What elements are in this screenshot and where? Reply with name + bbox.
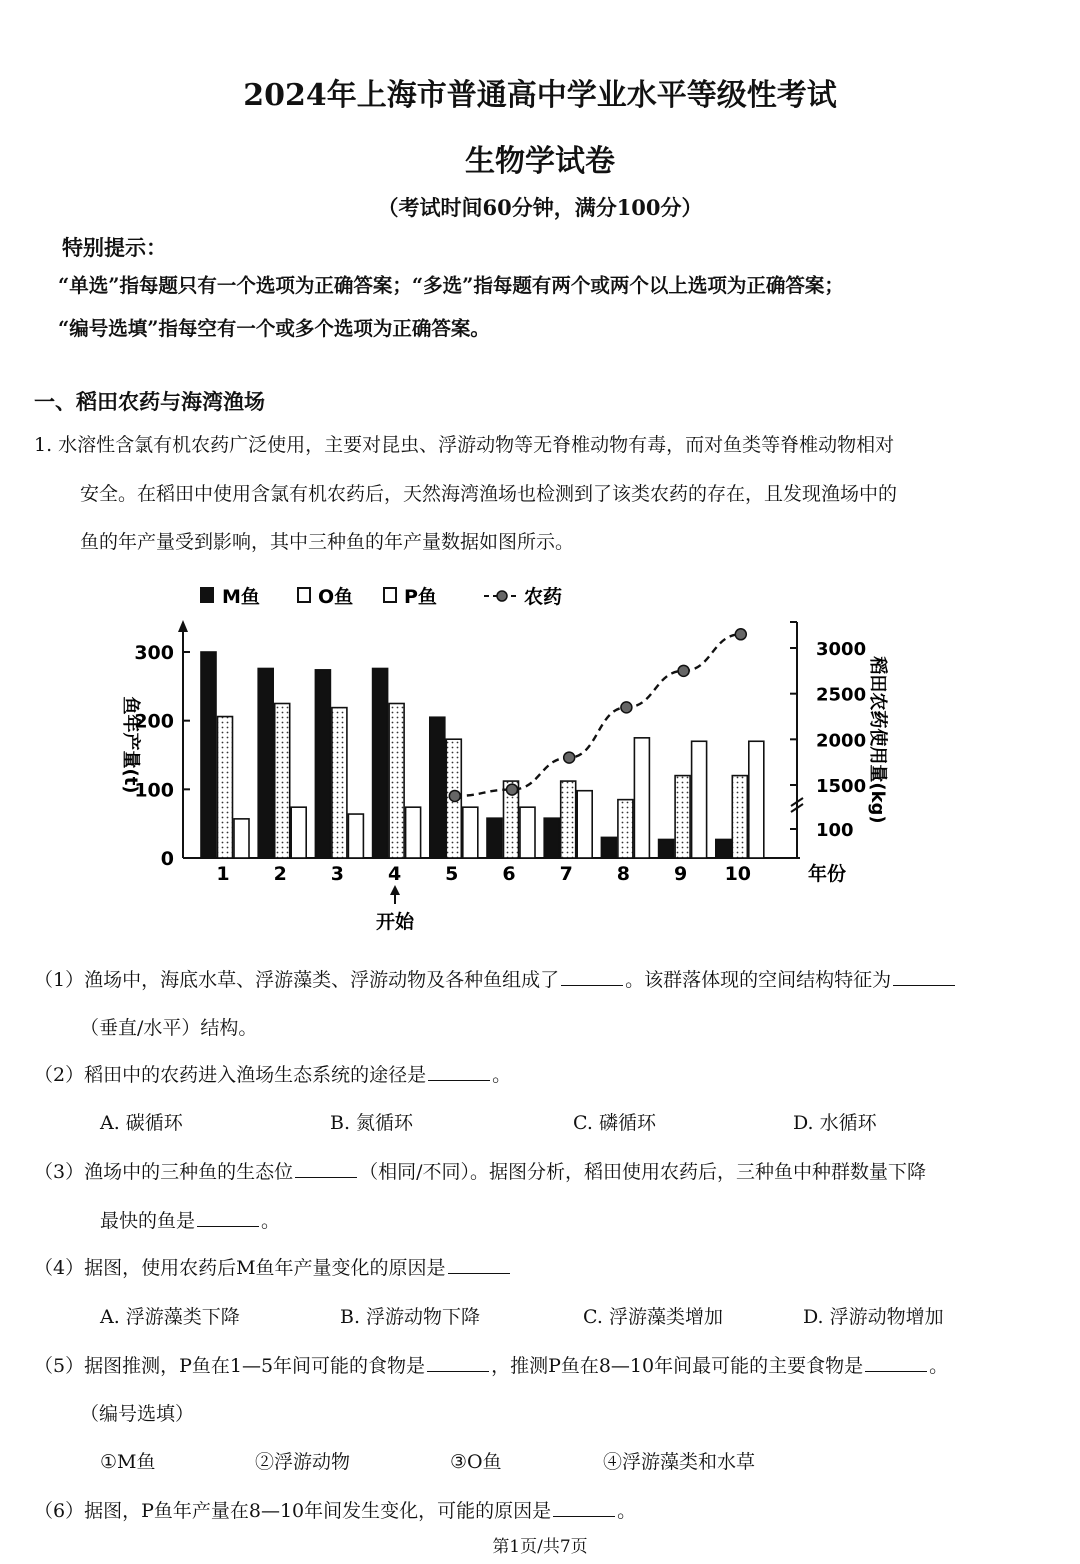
y-axis-left-label: 鱼年产量(t): [120, 696, 141, 794]
page-footer: 第1页/共7页: [492, 1537, 588, 1557]
legend-label-m: M鱼: [222, 586, 260, 608]
q4-option-a[interactable]: A. 浮游藻类下降: [100, 1306, 240, 1328]
legend-label-p: P鱼: [404, 586, 437, 608]
bar-o-year-9: [675, 776, 690, 858]
legend-label-o: O鱼: [318, 586, 354, 608]
legend-swatch-p: [384, 588, 396, 602]
q4-option-b[interactable]: B. 浮游动物下降: [340, 1306, 481, 1328]
q2-line: [34, 1060, 511, 1087]
bar-m-year-5: [430, 717, 445, 858]
y-right-tick-2000: 2000: [816, 730, 867, 752]
bar-p-year-2: [291, 807, 306, 858]
y-right-tick-2500: 2500: [816, 684, 867, 706]
q2-text-a: （2）稻田中的农药进入渔场生态系统的途径是: [34, 1064, 427, 1086]
x-tick-3: 3: [330, 863, 345, 885]
chart-legend: [200, 585, 562, 608]
legend-swatch-o: [298, 588, 310, 602]
bar-p-year-8: [634, 738, 649, 858]
x-tick-2: 2: [273, 863, 287, 885]
notice-label: 特别提示：: [62, 235, 167, 260]
q3-blank-1[interactable]: [295, 1158, 357, 1178]
y-left-tick-300: 300: [134, 642, 174, 664]
bar-o-year-4: [389, 704, 404, 859]
q5-blank-1[interactable]: [427, 1352, 489, 1372]
q2-text-b: 。: [492, 1064, 512, 1086]
x-tick-6: 6: [502, 863, 516, 885]
q3-text-b: （相同/不同）。据图分析，稻田使用农药后，三种鱼中种群数量下降: [359, 1161, 926, 1183]
q5-option-2[interactable]: ②浮游动物: [255, 1451, 351, 1473]
q6-blank[interactable]: [553, 1497, 615, 1517]
pesticide-point-year-6: [507, 784, 518, 795]
q2-option-a[interactable]: A. 碳循环: [100, 1112, 183, 1134]
q5-text-a: （5）据图推测，P鱼在1—5年间可能的食物是: [34, 1355, 426, 1377]
q3-blank-2[interactable]: [197, 1207, 259, 1227]
y-right-tick-1500: 1500: [816, 776, 867, 797]
y-axis-right-label: 稻田农药使用量(kg): [867, 656, 888, 824]
x-tick-1: 1: [216, 863, 230, 885]
y-right-tick-3000: 3000: [816, 639, 867, 660]
question-intro-line-1: 1. 水溶性含氯有机农药广泛使用，主要对昆虫、浮游动物等无脊椎动物有毒，而对鱼类等脊椎动物相对: [34, 434, 895, 456]
y-left-tick-200: 200: [134, 710, 174, 733]
q1-blank-1[interactable]: [561, 966, 623, 986]
question-intro-line-3: 鱼的年产量受到影响，其中三种鱼的年产量数据如图所示。: [80, 531, 575, 553]
x-tick-4: 4: [387, 863, 402, 885]
q2-blank[interactable]: [428, 1061, 490, 1081]
bar-o-year-2: [275, 704, 290, 859]
bar-m-year-1: [201, 652, 216, 858]
start-annotation: 开始: [375, 911, 415, 933]
bar-m-year-8: [601, 837, 616, 858]
q5-line: [34, 1351, 948, 1378]
chart-bars: [201, 652, 764, 858]
pesticide-point-year-7: [564, 752, 575, 763]
bar-p-year-9: [692, 741, 707, 858]
exam-info: （考试时间60分钟，满分100分）: [377, 195, 703, 220]
bar-m-year-4: [373, 668, 388, 858]
q1-text-a: （1）渔场中，海底水草、浮游藻类、浮游动物及各种鱼组成了: [34, 969, 560, 991]
q5-option-4[interactable]: ④浮游藻类和水草: [603, 1451, 756, 1473]
q5-text-c: 。: [929, 1355, 949, 1377]
bar-m-year-7: [544, 818, 559, 858]
q6-text-a: （6）据图，P鱼年产量在8—10年间发生变化，可能的原因是: [34, 1500, 552, 1522]
x-tick-5: 5: [445, 863, 459, 885]
q4-text: （4）据图，使用农药后M鱼年产量变化的原因是: [34, 1257, 446, 1279]
question-intro-line-2: 安全。在稻田中使用含氯有机农药后，天然海湾渔场也检测到了该类农药的存在，且发现渔场中的: [80, 483, 898, 505]
bar-p-year-6: [520, 807, 535, 858]
q6-line: [34, 1496, 636, 1523]
bar-o-year-3: [332, 708, 347, 858]
q1-line-2: （垂直/水平）结构。: [80, 1017, 258, 1039]
y-left-tick-0: 0: [160, 848, 174, 870]
x-tick-10: 10: [724, 863, 752, 885]
q2-option-b[interactable]: B. 氮循环: [330, 1112, 414, 1134]
bar-o-year-8: [618, 800, 633, 858]
legend-swatch-m: [200, 587, 214, 603]
q3-line-1: [34, 1157, 926, 1184]
q2-option-d[interactable]: D. 水循环: [793, 1112, 877, 1134]
bar-m-year-10: [716, 839, 731, 858]
notice-line-2: “编号选填”指每空有一个或多个选项为正确答案。: [58, 317, 490, 340]
pesticide-point-year-8: [621, 702, 632, 713]
q5-note: （编号选填）: [80, 1403, 195, 1425]
y-axis-left-arrow-icon: [178, 620, 188, 632]
q4-line: [34, 1253, 512, 1280]
legend-marker-pesticide: [497, 591, 507, 601]
pesticide-point-year-10: [735, 629, 746, 640]
q5-blank-2[interactable]: [865, 1352, 927, 1372]
exam-title: 2024年上海市普通高中学业水平等级性考试: [243, 78, 837, 113]
q5-text-b: ，推测P鱼在8—10年间最可能的主要食物是: [491, 1355, 864, 1377]
bar-p-year-7: [577, 791, 592, 858]
notice-line-1: “单选”指每题只有一个选项为正确答案；“多选”指每题有两个或两个以上选项为正确答案；: [58, 274, 844, 297]
x-tick-7: 7: [559, 863, 573, 885]
q3-text-a: （3）渔场中的三种鱼的生态位: [34, 1161, 294, 1183]
bar-p-year-1: [234, 819, 249, 858]
q5-option-3[interactable]: ③O鱼: [450, 1451, 502, 1473]
bar-p-year-5: [463, 807, 478, 858]
section-heading: 一、稻田农药与海湾渔场: [34, 389, 265, 414]
bar-m-year-2: [258, 668, 273, 858]
bar-p-year-4: [406, 807, 421, 858]
x-tick-8: 8: [616, 863, 631, 885]
q4-blank[interactable]: [448, 1254, 510, 1274]
pesticide-point-year-5: [449, 790, 460, 801]
bar-o-year-1: [218, 717, 233, 858]
q3-text-c: 最快的鱼是: [100, 1210, 196, 1232]
fish-yield-chart: [0, 570, 1080, 940]
q4-option-d[interactable]: D. 浮游动物增加: [803, 1306, 944, 1328]
q1-text-b: 。该群落体现的空间结构特征为: [625, 969, 892, 991]
q3-text-d: 。: [261, 1210, 281, 1232]
q1-blank-2[interactable]: [893, 966, 955, 986]
start-arrow-icon: [390, 885, 400, 895]
bar-m-year-3: [315, 670, 330, 858]
legend-label-pesticide: 农药: [524, 586, 563, 608]
q5-option-1[interactable]: ①M鱼: [100, 1451, 156, 1473]
bar-p-year-10: [749, 741, 764, 858]
exam-subtitle: 生物学试卷: [465, 144, 615, 179]
y-left-tick-100: 100: [134, 779, 174, 802]
q6-text-b: 。: [617, 1500, 637, 1522]
x-tick-9: 9: [673, 863, 688, 885]
bar-m-year-6: [487, 818, 502, 858]
x-axis-label: 年份: [808, 863, 847, 885]
q4-option-c[interactable]: C. 浮游藻类增加: [583, 1306, 723, 1328]
bar-o-year-7: [561, 781, 576, 858]
bar-m-year-9: [659, 839, 674, 858]
q2-option-c[interactable]: C. 磷循环: [573, 1112, 656, 1134]
pesticide-point-year-9: [678, 665, 689, 676]
bar-o-year-10: [732, 776, 747, 858]
q3-line-2: [100, 1206, 280, 1233]
bar-p-year-3: [348, 814, 363, 858]
q1-line-1: [34, 965, 957, 992]
y-right-tick-100: 100: [816, 820, 854, 841]
